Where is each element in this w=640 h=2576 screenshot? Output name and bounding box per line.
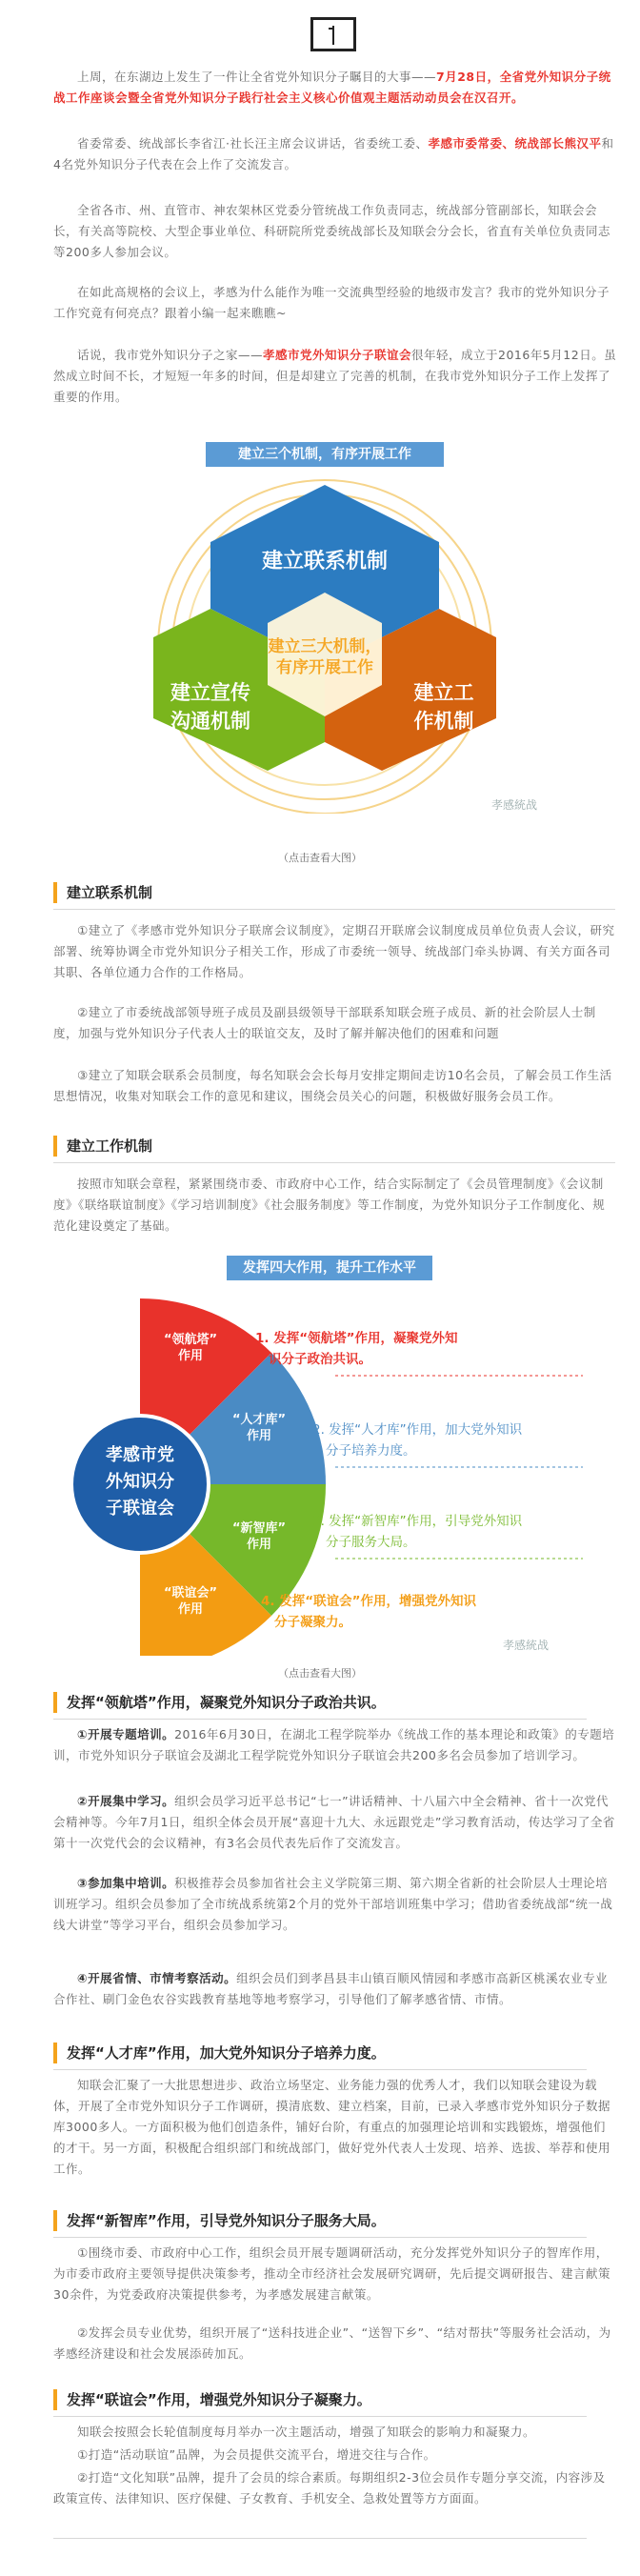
intro-paragraph-2: 省委常委、统战部长李省江·社长汪主席会议讲话，省委统工委、孝感市委常委、统战部长熊汉平和4名党外知识分子代表在会上作了交流发言。 <box>53 136 614 171</box>
role-item-2-line1: 2. 发挥“人才库”作用，加大党外知识 <box>312 1422 523 1438</box>
segment1-line1: “领航塔” <box>163 1333 218 1347</box>
right-label-line1: 建立工 <box>413 681 474 704</box>
header-square-mark <box>310 17 356 51</box>
center-circle-label <box>73 1442 207 1522</box>
segment-red-label <box>152 1332 229 1364</box>
think-tank-paragraph-2: ②发挥会员专业优势，组织开展了“送科技进企业”、“送智下乡”、“结对帮扶”等服务社会活动，为孝感经济建设和社会发展添砖加瓦。 <box>53 2325 611 2361</box>
right-label-line2: 作机制 <box>413 710 474 733</box>
contact-mechanism-paragraph-1: ①建立了《孝感市党外知识分子联席会议制度》，定期召开联席会议制度成员单位负责人会议，研究部署、统筹协调全市党外知识分子相关工作，形成了市委统一领导、统战部门牵头协调、有关方面各司其职、各单位通力合作的工作格局。 <box>53 923 615 979</box>
contact-mechanism-paragraph-2: ②建立了市委统战部领导班子成员及副县级领导干部联系知联会班子成员、新的社会阶层人士制度，加强与党外知识分子代表人士的联谊交友，及时了解并解决他们的困难和问题 <box>53 1005 596 1040</box>
role-item-1-line2: 识分子政治共识。 <box>269 1352 371 1367</box>
segment1-line2: 作用 <box>177 1349 203 1363</box>
section-divider <box>53 2416 587 2417</box>
intro-paragraph-5: 话说，我市党外知识分子之家——孝感市党外知识分子联谊会很年轻，成立于2016年5月12日。虽然成立时间不长，才短短一年多的时间，但是却建立了完善的机制，在我市党外知识分子工作上发挥了重要的作用。 <box>53 348 617 404</box>
intro-question-paragraph: 在如此高规格的会议上，孝感为什么能作为唯一交流典型经验的地级市发言？我市的党外知识分子工作究竟有何亮点？跟着小编一起来瞧瞧~ <box>53 285 610 320</box>
lighthouse-paragraph-3: ③参加集中培训。积极推荐会员参加省社会主义学院第三期、第六期全省新的社会阶层人士理论培训班学习。组织会员参加了全市统战系统第2个月的党外干部培训班集中学习；借助省委统战部“统一战线大讲堂”等学习平台，组织会员参加学习。 <box>53 1876 613 1932</box>
segment-orange-label <box>152 1585 229 1618</box>
section-divider <box>53 1162 615 1163</box>
circle-label-line2: 外知识分 <box>106 1472 174 1492</box>
bottom-divider <box>53 2538 587 2539</box>
figure2-watermark: 孝感統战 <box>503 1639 550 1652</box>
work-mechanism-paragraph: 按照市知联会章程，紧紧围绕市委、市政府中心工作，结合实际制定了《会员管理制度》《会议制度》《联络联谊制度》《学习培训制度》《社会服务制度》等工作制度，为党外知识分子工作制度化、规范化建设奠定了基础。 <box>53 1177 606 1233</box>
section-talent-pool-title: 发挥“人才库”作用，加大党外知识分子培养力度。 <box>53 2043 386 2063</box>
segment3-line2: 作用 <box>246 1538 271 1552</box>
section-contact-mechanism-title: 建立联系机制 <box>53 882 152 903</box>
figure2-banner: 发挥四大作用，提升工作水平 <box>227 1256 432 1280</box>
segment2-line1: “人才库” <box>231 1413 287 1427</box>
lighthouse-paragraph-4: ④开展省情、市情考察活动。组织会员们到孝昌县丰山镇百顺风情园和孝感市高新区桃溪农业专业合作社、刷门金色农谷实践教育基地等地考察学习，引导他们了解孝感省情、市情。 <box>53 1971 609 2006</box>
lighthouse-paragraph-1: ①开展专题培训。2016年6月30日，在湖北工程学院举办《统战工作的基本理论和政策》的专题培训，市党外知识分子联谊会及湖北工程学院党外知识分子联谊会共200多名会员参加了培训学习。 <box>53 1727 615 1762</box>
lighthouse-paragraph-2: ②开展集中学习。组织会员学习近平总书记“七一”讲话精神、十八届六中全会精神、省十一次党代会精神等。今年7月1日，组织全体会员开展“喜迎十九大、永远跟党走”学习教育活动，传达学习了全省第十一次党代会的会议精神，有3名会员代表先后作了交流发言。 <box>53 1794 615 1850</box>
section-fellowship-title: 发挥“联谊会”作用，增强党外知识分子凝聚力。 <box>53 2389 371 2410</box>
intro-paragraph-1: 上周，在东湖边上发生了一件让全省党外知识分子瞩目的大事——7月28日，全省党外知识分子统战工作座谈会暨全省党外知识分子践行社会主义核心价值观主题活动动员会在汉召开。 <box>53 70 611 105</box>
center-label-line1: 建立三大机制， <box>268 637 382 656</box>
talent-pool-paragraph: 知联会汇聚了一大批思想进步、政治立场坚定、业务能力强的优秀人才，我们以知联会建设为载体，开展了全市党外知识分子工作调研，摸清底数、建立档案，目前，已录入孝感市党外知识分子数据库3000多人。一方面积极为他们创造条件，铺好台阶，有重点的加强理论培训和实践锻炼，增强他们的才干。另一方面，积极配合组织部门和统战部门，做好党外代表人士发现、培养、选拔、举荐和使用工作。 <box>53 2078 611 2176</box>
figure1-watermark: 孝感統战 <box>491 798 538 812</box>
role-item-2 <box>312 1419 589 1461</box>
left-label-line1: 建立宣传 <box>170 681 250 704</box>
fellowship-paragraph-2: ①打造“活动联谊”品牌，为会员提供交流平台，增进交往与合作。 <box>77 2447 436 2462</box>
role-item-3-line2: 分子服务大局。 <box>326 1535 416 1550</box>
left-mechanism-label <box>139 678 282 735</box>
segment4-line2: 作用 <box>177 1602 203 1617</box>
section-divider <box>53 2069 587 2070</box>
figure1-caption[interactable]: （点击查看大图） <box>278 852 362 864</box>
section-divider <box>53 2237 587 2238</box>
role-item-4-line2: 分子凝聚力。 <box>274 1615 351 1630</box>
role-item-3-line1: 3. 发挥“新智库”作用，引导党外知识 <box>312 1514 523 1529</box>
intro-paragraph-3: 全省各市、州、直管市、神农架林区党委分管统战工作负责同志，统战部分管副部长，知联会会长，有关高等院校、大型企事业单位、科研院所党委统战部长及知联会分会长，省直有关单位负责同志等200多人参加会议。 <box>53 203 611 259</box>
contact-mechanism-paragraph-3: ③建立了知联会联系会员制度，每名知联会会长每月安排定期间走访10名会员，了解会员工作生活思想情况，收集对知联会工作的意见和建议，围绕会员关心的问题，积极做好服务会员工作。 <box>53 1068 612 1103</box>
right-mechanism-label <box>377 678 510 735</box>
role-item-4 <box>261 1591 547 1633</box>
figure1-banner: 建立三个机制，有序开展工作 <box>206 442 444 467</box>
role-item-4-line1: 4. 发挥“联谊会”作用，增强党外知识 <box>261 1594 476 1609</box>
center-label-line2: 有序开展工作 <box>276 658 373 677</box>
circle-label-line1: 孝感市党 <box>106 1445 174 1465</box>
figure2-caption[interactable]: （点击查看大图） <box>278 1667 362 1680</box>
section-lighthouse-title: 发挥“领航塔”作用，凝聚党外知识分子政治共识。 <box>53 1692 386 1713</box>
role-item-1-line1: 1. 发挥“领航塔”作用，凝聚党外知 <box>255 1331 458 1346</box>
top-mechanism-label: 建立联系机制 <box>261 550 388 574</box>
section-divider <box>53 1719 587 1720</box>
segment-blue-label <box>221 1412 297 1444</box>
segment4-line1: “联谊会” <box>163 1586 218 1600</box>
role-item-1 <box>255 1328 579 1370</box>
circle-label-line3: 子联谊会 <box>106 1499 174 1519</box>
segment-green-label <box>221 1520 297 1553</box>
role-item-3 <box>312 1511 589 1553</box>
four-roles-figure[interactable] <box>50 1256 602 1656</box>
role-item-2-line2: 分子培养力度。 <box>326 1443 416 1459</box>
section-work-mechanism-title: 建立工作机制 <box>53 1136 152 1157</box>
think-tank-paragraph-1: ①围绕市委、市政府中心工作，组织会员开展专题调研活动，充分发挥党外知识分子的智库作用，为市委市政府主要领导提供决策参考，推动全市经济社会发展研究调研，先后提交调研报告、建言献策30余件，为党委政府决策提供参考，为孝感发展建言献策。 <box>53 2245 611 2302</box>
three-mechanisms-diagram <box>101 433 549 814</box>
left-label-line2: 沟通机制 <box>170 710 250 733</box>
section-think-tank-title: 发挥“新智库”作用，引导党外知识分子服务大局。 <box>53 2210 386 2231</box>
fellowship-paragraph-1: 知联会按照会长轮值制度每月举办一次主题活动，增强了知联会的影响力和凝聚力。 <box>77 2425 536 2439</box>
segment3-line1: “新智库” <box>231 1521 287 1536</box>
section-divider <box>53 909 615 910</box>
fellowship-paragraph-3: ②打造“文化知联”品牌，提升了会员的综合素质。每期组织2-3位会员作专题分享交流，内容涉及政策宣传、法律知识、医疗保健、子女教育、手机安全、急救处置等方方面面。 <box>53 2470 606 2506</box>
segment2-line2: 作用 <box>246 1429 271 1443</box>
center-mechanism-label <box>258 636 391 678</box>
three-mechanisms-figure[interactable] <box>101 433 549 814</box>
